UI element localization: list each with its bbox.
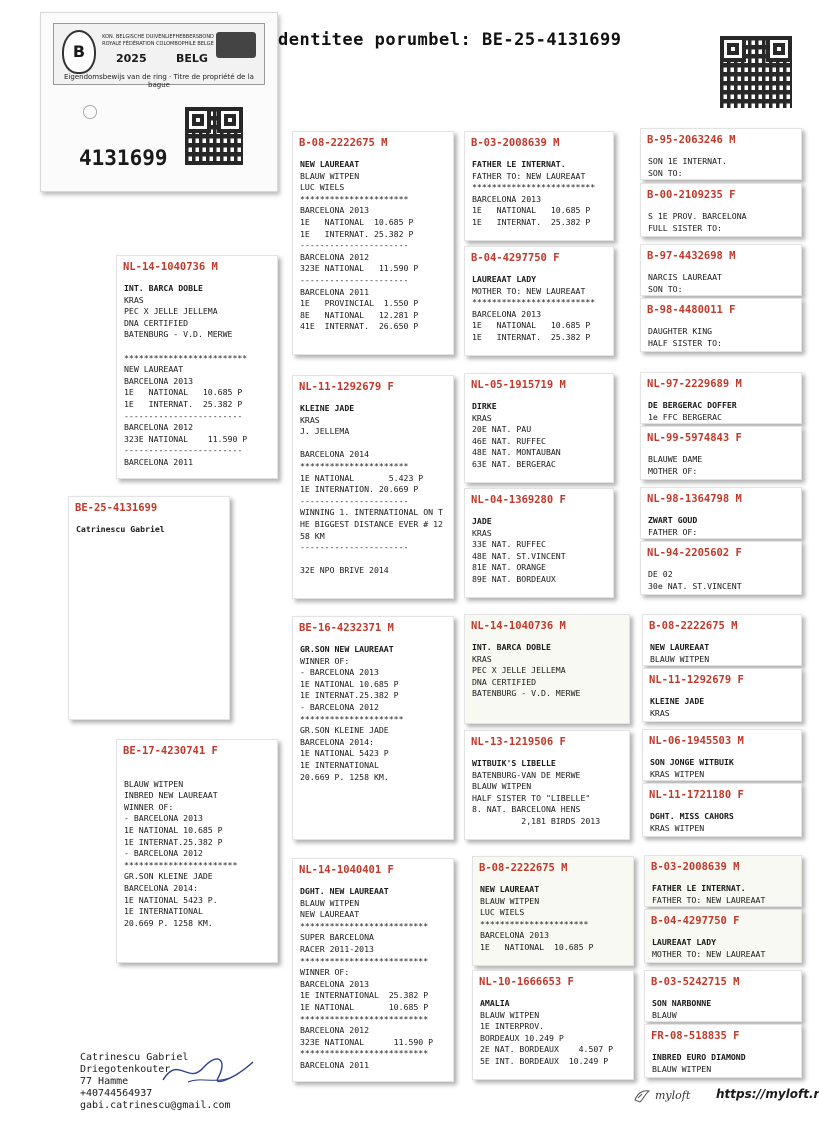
card-line: BARCELONA 2013: [300, 205, 370, 216]
card-line: KLEINE JADE: [300, 403, 355, 413]
pedigree-card-fm: [292, 375, 454, 599]
card-line: BARCELONA 2013: [124, 375, 194, 386]
card-line: 1E INTERNATIONAL: [300, 759, 379, 770]
card-ring-number: NL-05-1915719 M: [471, 379, 566, 391]
card-details: [648, 569, 795, 592]
card-line: 46E NAT. RUFFEC: [472, 435, 546, 446]
card-ring-number: NL-11-1292679 F: [299, 381, 394, 393]
card-line: KRAS: [650, 707, 670, 718]
card-line: 1e FFC BERGERAC: [648, 411, 722, 422]
card-line: SON JONGE WITBUIK: [650, 757, 734, 767]
card-line: *************************: [124, 352, 248, 363]
card-line: HALF SISTER TO "LIBELLE": [472, 792, 591, 803]
card-line: 20.669 P. 1258 KM.: [300, 771, 389, 782]
card-ring-number: NL-06-1945503 M: [649, 735, 744, 747]
card-line: 20E NAT. PAU: [472, 424, 532, 435]
card-line: 1E NATIONAL 10.685 P: [124, 824, 223, 835]
card-line: KRAS: [472, 412, 492, 423]
pedigree-card-mff: [464, 614, 630, 724]
card-line: S 1E PROV. BARCELONA: [648, 211, 747, 221]
card-line: 81E NAT. ORANGE: [472, 562, 546, 573]
card-line: *************************: [472, 182, 596, 193]
card-line: WINNER OF:: [300, 967, 350, 978]
card-line: 1E INTERNAT.25.382 P: [124, 836, 223, 847]
card-line: - BARCELONA 2013: [124, 813, 203, 824]
card-line: BARCELONA 2013: [472, 193, 542, 204]
pedigree-card-g4: [640, 298, 802, 352]
card-line: SON 1E INTERNAT.: [648, 156, 727, 166]
card-line: JADE: [472, 516, 492, 526]
card-details: [652, 998, 795, 1021]
card-line: BLAUW WITPEN: [300, 897, 360, 908]
ring-number: 4131699: [79, 146, 168, 170]
card-line: BLAUW WITPEN: [472, 781, 532, 792]
card-line: DAUGHTER KING: [648, 326, 713, 336]
card-line: 1E NATIONAL 10.685 P: [480, 941, 594, 952]
card-line: *************************: [472, 297, 596, 308]
owner-name: Catrinescu Gabriel: [80, 1052, 189, 1063]
qr-code-icon: [720, 36, 792, 108]
card-details: [648, 211, 795, 234]
card-line: BLAUW WITPEN: [652, 1063, 712, 1074]
card-line: BARCELONA 2011: [300, 1059, 370, 1070]
pedigree-card-g5: [640, 372, 802, 424]
card-details: [648, 326, 795, 349]
card-line: 1E NATIONAL 5423 P: [300, 748, 389, 759]
card-line: **********************: [300, 193, 409, 204]
ring-caption: Eigendomsbewijs van de ring · Titre de propriété de la bague: [64, 73, 254, 89]
card-line: 1E NATIONAL 10.685 P: [472, 320, 591, 331]
card-line: 1E NATIONAL 5.423 P: [300, 472, 424, 483]
card-line: PEC X JELLE JELLEMA: [124, 306, 218, 317]
card-line: GR.SON NEW LAUREAAT: [300, 644, 394, 654]
card-ring-number: NL-10-1666653 F: [479, 976, 574, 988]
card-line: SON TO:: [648, 283, 683, 294]
card-line: ----------------------: [300, 542, 409, 553]
card-line: **********************: [300, 460, 409, 471]
pedigree-card-mmm: [472, 970, 634, 1080]
card-line: BARCELONA 2013: [300, 978, 370, 989]
card-line: SON NARBONNE: [652, 998, 712, 1008]
card-line: WITBUIK'S LIBELLE: [472, 758, 556, 768]
card-line: 63E NAT. BERGERAC: [472, 458, 556, 469]
card-line: BATENBURG-VAN DE MERWE: [472, 769, 581, 780]
myloft-url-link[interactable]: https://myloft.r: [716, 1087, 819, 1101]
card-details: [648, 454, 795, 477]
card-line: DIRKE: [472, 401, 497, 411]
ring-country: BELG: [176, 52, 208, 65]
punch-hole: [83, 105, 97, 119]
card-ring-number: FR-08-518835 F: [651, 1030, 740, 1042]
card-line: 2E NAT. BORDEAUX 4.507 P: [480, 1044, 614, 1055]
card-ring-number: NL-13-1219506 F: [471, 736, 566, 748]
card-details: [300, 644, 447, 783]
card-line: WINNER OF:: [124, 801, 174, 812]
card-line: KRAS: [300, 414, 320, 425]
card-line: 323E NATIONAL 11.590 P: [300, 1036, 434, 1047]
card-ring-number: B-08-2222675 M: [649, 620, 738, 632]
card-line: ***********************: [124, 859, 238, 870]
card-details: [300, 403, 447, 577]
card-ring-number: NL-11-1292679 F: [649, 674, 744, 686]
owner-street: Driegotenkouter: [80, 1064, 171, 1075]
card-line: INT. BARCA DOBLE: [124, 283, 203, 293]
card-line: ----------------------: [300, 495, 409, 506]
card-line: INBRED EURO DIAMOND: [652, 1052, 746, 1062]
card-line: SON TO:: [648, 167, 683, 178]
card-line: PEC X JELLE JELLEMA: [472, 665, 566, 676]
card-ring-number: B-08-2222675 M: [299, 137, 388, 149]
card-details: [472, 401, 607, 471]
card-line: 1E NATIONAL 10.685 P: [300, 1001, 429, 1012]
card-line: *********************: [300, 713, 404, 724]
ring-year: 2025: [116, 52, 147, 65]
card-line: 5E INT. BORDEAUX 10.249 P: [480, 1055, 609, 1066]
card-ring-number: B-08-2222675 M: [479, 862, 568, 874]
card-line: J. JELLEMA: [300, 426, 350, 437]
pedigree-card-g7: [640, 487, 802, 539]
card-line: **************************: [300, 955, 429, 966]
card-line: BARCELONA 2011: [300, 286, 370, 297]
card-line: LAUREAAT LADY: [472, 274, 537, 284]
card-line: BLAUW WITPEN: [650, 653, 710, 664]
pedigree-card-mmf: [472, 856, 634, 966]
kbdb-logo-icon: B: [62, 30, 96, 74]
card-details: [300, 159, 447, 333]
card-line: GR.SON KLEINE JADE: [300, 725, 389, 736]
card-line: KRAS: [124, 294, 144, 305]
card-line: 1E INTERPROV.: [480, 1021, 545, 1032]
card-line: 8E NATIONAL 12.281 P: [300, 309, 419, 320]
card-line: MOTHER OF:: [648, 465, 698, 476]
ring-qr-code-icon: [185, 107, 243, 165]
card-details: [648, 515, 795, 538]
card-details: [652, 1052, 795, 1075]
card-details: [648, 156, 795, 179]
card-details: [652, 937, 795, 960]
card-line: 1E INTERNAT. 25.382 P: [300, 228, 414, 239]
pedigree-card-subject: [68, 496, 230, 720]
card-ring-number: NL-14-1040736 M: [123, 261, 218, 273]
card-line: 1E NATIONAL 10.685 P: [472, 205, 591, 216]
card-line: FATHER LE INTERNAT.: [472, 159, 566, 169]
card-line: 33E NAT. RUFFEC: [472, 539, 546, 550]
card-line: BLAUW: [652, 1009, 677, 1020]
card-ring-number: NL-98-1364798 M: [647, 493, 742, 505]
card-line: DGHT. NEW LAUREAAT: [300, 886, 389, 896]
card-details: [472, 758, 623, 828]
federation-name-nl: KON. BELGISCHE DUIVENLIEFHEBBERSBOND: [102, 34, 214, 40]
card-details: [652, 883, 795, 906]
pedigree-card-mother: [116, 739, 278, 963]
card-line: **************************: [300, 1013, 429, 1024]
ring-card-header: [53, 23, 265, 89]
card-line: INT. BARCA DOBLE: [472, 642, 551, 652]
card-line: KRAS WITPEN: [650, 822, 705, 833]
pedigree-card-g15: [644, 970, 802, 1022]
card-ring-number: BE-25-4131699: [75, 502, 158, 514]
ring-ownership-card: [40, 12, 278, 192]
card-details: [648, 272, 795, 295]
card-line: BLAUW WITPEN: [124, 778, 184, 789]
card-details: [650, 757, 795, 780]
card-line: DNA CERTIFIED: [124, 317, 189, 328]
card-line: LAUREAAT LADY: [652, 937, 717, 947]
federation-name-fr: ROYALE FÉDÉRATION COLOMBOPHILE BELGE: [102, 41, 214, 47]
card-line: DE 02: [648, 569, 673, 579]
card-ring-number: B-04-4297750 F: [651, 915, 740, 927]
card-details: [648, 400, 795, 423]
card-line: NEW LAUREAAT: [300, 909, 360, 920]
card-line: INBRED NEW LAUREAAT: [124, 790, 218, 801]
card-details: [472, 274, 607, 344]
card-line: 1E INTERNAT.25.382 P: [300, 690, 399, 701]
card-line: NEW LAUREAAT: [480, 884, 540, 894]
card-line: 20.669 P. 1258 KM.: [124, 917, 213, 928]
pedigree-card-mm: [292, 858, 454, 1082]
card-line: FATHER OF:: [648, 526, 698, 537]
card-details: [480, 998, 627, 1068]
myloft-pigeon-icon: [632, 1086, 652, 1106]
card-ring-number: NL-04-1369280 F: [471, 494, 566, 506]
card-line: [124, 767, 271, 779]
card-line: 1E INTERNAT. 25.382 P: [124, 398, 243, 409]
card-details: [472, 642, 623, 700]
card-line: NEW LAUREAAT: [124, 364, 184, 375]
card-line: [124, 341, 271, 353]
card-line: **********************: [480, 918, 589, 929]
card-line: 1E NATIONAL 5423 P.: [124, 894, 218, 905]
card-line: **************************: [300, 920, 429, 931]
card-line: 1E INTERNAT. 25.382 P: [472, 331, 591, 342]
pedigree-card-g3: [640, 244, 802, 296]
pedigree-card-father: [116, 255, 278, 479]
card-line: ----------------------: [300, 240, 409, 251]
card-details: [650, 811, 795, 834]
pedigree-card-mfm: [464, 730, 630, 840]
card-ring-number: B-97-4432698 M: [647, 250, 736, 262]
card-line: KRAS WITPEN: [650, 768, 705, 779]
card-line: - BARCELONA 2012: [300, 701, 379, 712]
card-line: KRAS: [472, 527, 492, 538]
card-line: 30e NAT. ST.VINCENT: [648, 580, 742, 591]
card-ring-number: B-04-4297750 F: [471, 252, 560, 264]
card-line: BARCELONA 2012: [300, 1025, 370, 1036]
card-line: FATHER TO: NEW LAUREAAT: [472, 170, 586, 181]
pedigree-card-g8: [640, 541, 802, 595]
card-line: ------------------------: [124, 445, 243, 456]
card-line: 8. NAT. BARCELONA HENS: [472, 804, 581, 815]
card-line: BLAUW WITPEN: [300, 170, 360, 181]
card-line: 1E NATIONAL 10.685 P: [300, 216, 414, 227]
card-ring-number: B-03-2008639 M: [471, 137, 560, 149]
card-ring-number: B-00-2109235 F: [647, 189, 736, 201]
card-details: [300, 886, 447, 1072]
card-line: NEW LAUREAAT: [300, 159, 360, 169]
card-line: WINNING 1. INTERNATIONAL ON T: [300, 507, 443, 518]
card-line: DNA CERTIFIED: [472, 676, 537, 687]
card-line: 1E INTERNATION. 20.669 P: [300, 484, 419, 495]
pedigree-card-g9: [642, 614, 802, 666]
card-line: DGHT. MISS CAHORS: [650, 811, 734, 821]
pedigree-card-fmf: [464, 373, 614, 483]
pedigree-card-g10: [642, 668, 802, 722]
card-ring-number: BE-17-4230741 F: [123, 745, 218, 757]
pedigree-card-g11: [642, 729, 802, 781]
card-line: 89E NAT. BORDEAUX: [472, 573, 556, 584]
card-line: ZWART GOUD: [648, 515, 698, 525]
pedigree-card-g14: [644, 909, 802, 963]
card-line: - BARCELONA 2012: [124, 848, 203, 859]
owner-phone: +40744564937: [80, 1088, 153, 1099]
pedigree-card-g1: [640, 128, 802, 180]
card-line: BARCELONA 2013: [472, 308, 542, 319]
card-line: BLAUW WITPEN: [480, 1009, 540, 1020]
card-line: DE BERGERAC DOFFER: [648, 400, 737, 410]
card-ring-number: NL-14-1040401 F: [299, 864, 394, 876]
pedigree-card-ffm: [464, 246, 614, 356]
pedigree-card-mf: [292, 616, 454, 840]
card-ring-number: NL-99-5974843 F: [647, 432, 742, 444]
card-line: 1E INTERNAT. 25.382 P: [472, 216, 591, 227]
card-details: [650, 696, 795, 719]
card-line: KRAS: [472, 653, 492, 664]
card-line: [300, 438, 447, 450]
card-details: [76, 524, 223, 536]
pedigree-card-fmm: [464, 488, 614, 598]
card-line: BARCELONA 2014: [300, 449, 370, 460]
card-line: BARCELONA 2012: [124, 422, 194, 433]
card-line: MOTHER TO: NEW LAUREAAT: [652, 948, 766, 959]
card-ring-number: NL-94-2205602 F: [647, 547, 742, 559]
card-ring-number: NL-11-1721180 F: [649, 789, 744, 801]
card-line: BARCELONA 2013: [480, 930, 550, 941]
card-line: 1E INTERNATIONAL 25.382 P: [300, 990, 429, 1001]
card-line: 41E INTERNAT. 26.650 P: [300, 321, 419, 332]
pedigree-card-g2: [640, 183, 802, 237]
card-line: Catrinescu Gabriel: [76, 524, 165, 534]
card-line: 32E NPO BRIVE 2014: [300, 565, 389, 576]
pigeon-logo-icon: [216, 32, 256, 58]
card-line: GR.SON KLEINE JADE: [124, 871, 213, 882]
card-line: 1E NATIONAL 10.685 P: [124, 387, 243, 398]
card-line: SUPER BARCELONA: [300, 932, 374, 943]
card-ring-number: BE-16-4232371 M: [299, 622, 394, 634]
card-line: MOTHER TO: NEW LAUREAAT: [472, 285, 586, 296]
card-line: 323E NATIONAL 11.590 P: [300, 263, 419, 274]
card-details: [472, 516, 607, 586]
card-line: HE BIGGEST DISTANCE EVER # 12: [300, 518, 443, 529]
card-details: [650, 642, 795, 665]
card-line: LUC WIELS: [480, 907, 525, 918]
card-details: [124, 283, 271, 469]
card-line: FULL SISTER TO:: [648, 222, 722, 233]
card-line: NARCIS LAUREAAT: [648, 272, 722, 282]
card-line: 48E NAT. ST.VINCENT: [472, 550, 566, 561]
card-line: AMALIA: [480, 998, 510, 1008]
card-details: [480, 884, 627, 954]
card-ring-number: B-03-5242715 M: [651, 976, 740, 988]
card-details: [124, 767, 271, 929]
card-line: FATHER TO: NEW LAUREAAT: [652, 894, 766, 905]
pedigree-card-g12: [642, 783, 802, 837]
card-line: BORDEAUX 10.249 P: [480, 1032, 564, 1043]
card-ring-number: B-95-2063246 M: [647, 134, 736, 146]
card-line: RACER 2011-2013: [300, 943, 374, 954]
card-line: 323E NATIONAL 11.590 P: [124, 433, 248, 444]
card-line: ----------------------: [300, 274, 409, 285]
card-line: **************************: [300, 1048, 429, 1059]
card-ring-number: NL-14-1040736 M: [471, 620, 566, 632]
card-line: KLEINE JADE: [650, 696, 705, 706]
pedigree-card-g16: [644, 1024, 802, 1078]
card-line: - BARCELONA 2013: [300, 667, 379, 678]
signature-icon: [158, 1050, 258, 1090]
card-line: LUC WIELS: [300, 182, 345, 193]
owner-email: gabi.catrinescu@gmail.com: [80, 1100, 231, 1111]
card-details: [472, 159, 607, 229]
card-line: BARCELONA 2011: [124, 456, 194, 467]
pedigree-card-ff: [292, 131, 454, 355]
card-line: 1E INTERNATIONAL: [124, 906, 203, 917]
card-line: [300, 554, 447, 566]
card-ring-number: NL-97-2229689 M: [647, 378, 742, 390]
card-line: BATENBURG - V.D. MERWE: [124, 329, 233, 340]
card-line: BLAUW WITPEN: [480, 895, 540, 906]
card-line: NEW LAUREAAT: [650, 642, 710, 652]
card-line: BLAUWE DAME: [648, 454, 703, 464]
card-line: BARCELONA 2014:: [300, 736, 374, 747]
card-line: 2,181 BIRDS 2013: [472, 815, 601, 826]
card-ring-number: B-03-2008639 M: [651, 861, 740, 873]
pedigree-card-fff: [464, 131, 614, 241]
card-line: 48E NAT. MONTAUBAN: [472, 447, 561, 458]
card-line: ------------------------: [124, 410, 243, 421]
card-line: WINNER OF:: [300, 655, 350, 666]
card-line: BARCELONA 2014:: [124, 882, 198, 893]
pedigree-card-g6: [640, 426, 802, 480]
card-line: 58 KM: [300, 530, 325, 541]
card-line: BATENBURG - V.D. MERWE: [472, 688, 581, 699]
page-title: dentitee porumbel: BE-25-4131699: [278, 30, 622, 50]
card-line: 1E NATIONAL 10.685 P: [300, 678, 399, 689]
card-line: 1E PROVINCIAL 1.550 P: [300, 298, 419, 309]
card-line: BARCELONA 2012: [300, 251, 370, 262]
card-line: FATHER LE INTERNAT.: [652, 883, 746, 893]
pedigree-card-g13: [644, 855, 802, 907]
card-line: HALF SISTER TO:: [648, 337, 722, 348]
owner-city: 77 Hamme: [80, 1076, 129, 1087]
myloft-brand: myloft: [655, 1089, 691, 1102]
card-ring-number: B-98-4480011 F: [647, 304, 736, 316]
